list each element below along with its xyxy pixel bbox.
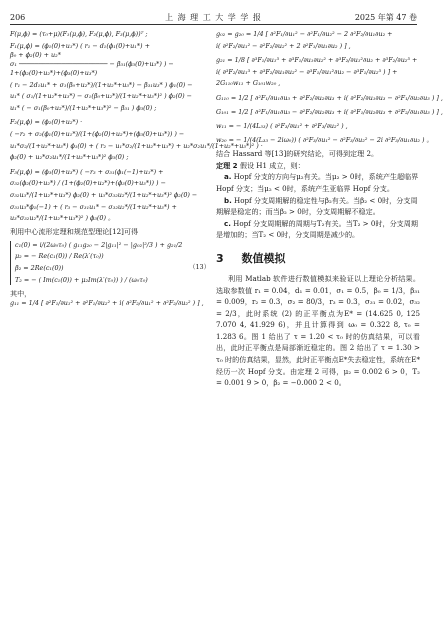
page-number: 206 bbox=[10, 12, 26, 22]
equation-line: 1+(ϕ₂(0)+u₂*)+(ϕ₃(0)+u₃*) bbox=[10, 68, 98, 77]
equation-line: u₃*σ₃₂u₂*/(1+u₂*+u₃*)² ) ϕ₃(0) 。 bbox=[10, 214, 115, 223]
list-item bbox=[216, 171, 420, 194]
item-text: Hopf 分支周期解的稳定性与β₂有关。当β₂ < 0时，分支周期解是稳定的；而当β₂ > 0时，分支周期解不稳定。 bbox=[216, 195, 418, 217]
journal-name: 上 海 理 工 大 学 学 报 bbox=[165, 12, 262, 22]
section-number: 3 bbox=[216, 251, 224, 265]
equation-line: T₂ = − ( Im(c₁(0)) + μ₂Im(λ′(τ₀)) ) / (ω₀τ₀) bbox=[15, 275, 148, 284]
equation-line: σ₃₂(ϕ₂(0)+u₂*) / (1+(ϕ₂(0)+u₂*)+(ϕ₃(0)+u₃*)) ) − bbox=[10, 179, 166, 188]
equation-line: w₂₀ = − 1/(4(L₃₃ − 2iω₀)) ( ∂²F₃/∂u₁² − ∂²F₃/∂u₂² − 2i ∂²F₃/∂u₁∂u₂ ) 。 bbox=[216, 136, 433, 145]
equation-line: F₁(μ,ϕ) = (ϕ₁(0)+u₁*) ( r₁ − d₁(ϕ₁(0)+u₁*) + bbox=[10, 41, 150, 50]
equation-line: σ₃₁u₃*ϕ₁(−1) + ( r₃ − σ₃₁u₁* − σ₃₂u₂*/(1+u₂*+u₃*) + bbox=[10, 202, 177, 211]
theorem-text: 假设 H1 成立，则： bbox=[239, 160, 305, 170]
section-heading bbox=[216, 250, 420, 266]
paragraph: 其中， bbox=[10, 288, 32, 298]
equation-line: w₁₁ = − 1/(4L₃₃) ( ∂²F₃/∂u₁² + ∂²F₃/∂u₂² ) , bbox=[216, 122, 348, 131]
list-item bbox=[216, 195, 420, 218]
equation-line: u₁*σ₂/(1+u₂*+u₃*) ϕ₁(0) + ( r₂ − u₁*σ₂/(1+u₂*+u₃*) + u₂*σ₂u₁*/(1+u₂*+u₃*)² ) · bbox=[10, 141, 263, 150]
equation-line: u₁* ( − σ₁(β₀+u₂*)/(1+u₂*+u₃*)² − β₃₁ ) ϕ₃(0) ; bbox=[10, 104, 157, 113]
equation-line: ( −r₂ + σ₂(ϕ₁(0)+u₁*)/(1+(ϕ₂(0)+u₂*)+(ϕ₃(0)+u₃*)) ) − bbox=[10, 130, 185, 138]
theorem-label: 定理 2 bbox=[216, 160, 238, 170]
issue-info: 2025 年第 47 卷 bbox=[354, 12, 417, 22]
equation-line: i( ∂²F₂/∂u₁² − ∂²F₂/∂u₂² + 2 ∂²F₁/∂u₁∂u₂ ) ] , bbox=[216, 41, 351, 50]
equation-line: F₃(μ,ϕ) = (ϕ₃(0)+u₃*) ( −r₃ + σ₃₁(ϕ₁(−1)+u₁*) + bbox=[10, 167, 164, 176]
equation-line: σ₃₂u₃*/(1+u₂*+u₃*) ϕ₂(0) + u₃*σ₃₂u₂*/(1+u₂*+u₃*)² ϕ₂(0) − bbox=[10, 191, 198, 200]
equation-line: ( r₁ − 2d₁u₁* + σ₁(β₀+u₂*)/(1+u₂*+u₃*) − β₃₁u₃* ) ϕ₁(0) − bbox=[10, 80, 193, 89]
equation-tag: （13） bbox=[189, 262, 210, 271]
equation-line: g₂₁ = 1/8 [ ∂³F₁/∂u₁³ + ∂³F₁/∂u₁∂u₂² + ∂³F₂/∂u₁²∂u₂ + ∂³F₂/∂u₂³ + bbox=[216, 55, 418, 64]
equation-line: β₂ = 2Re(c₁(0)) bbox=[15, 264, 64, 273]
equation-line: u₁* ( σ₁/(1+u₂*+u₃*) − σ₁(β₀+u₂*)/(1+u₂*+u₃*)² ) ϕ₂(0) − bbox=[10, 92, 192, 101]
item-label: a. bbox=[224, 172, 232, 182]
item-label: c. bbox=[224, 218, 231, 228]
item-text: Hopf 分支的方向与μ₂有关。当μ₂ > 0时，系统产生超临界 Hopf 分支；当μ₂ < 0时，系统产生亚临界 Hopf 分支。 bbox=[216, 172, 419, 193]
equation-line: g₁₁ = 1/4 [ ∂²F₁/∂u₁² + ∂²F₁/∂u₂² + i( ∂²F₂/∂u₁² + ∂²F₂/∂u₂² ) ] , bbox=[10, 299, 204, 308]
equation-line: μ₂ = − Re(c₁(0)) / Re(λ′(τ₀)) bbox=[15, 252, 104, 261]
equation-line: c₁(0) = i/(2ω₀τ₀) ( g₁₁g₂₀ − 2|g₁₁|² − |g₀₂|²/3 ) + g₂₁/2 bbox=[15, 240, 183, 249]
item-label: b. bbox=[224, 195, 232, 205]
list-item bbox=[216, 218, 420, 241]
equation-line: F(μ,ϕ) = (τ₀+μ)(F₁(μ,ϕ), F₂(μ,ϕ), F₃(μ,ϕ))ᵀ ; bbox=[10, 30, 148, 38]
equation-line: σ₁ ─────────────────────── − β₃₁(ϕ₃(0)+u₃*) ) − bbox=[10, 59, 174, 68]
equation-line: ϕ₂(0) + u₂*σ₂u₁*/(1+u₂*+u₃*)² ϕ₃(0) ; bbox=[10, 153, 129, 162]
running-header bbox=[10, 10, 417, 25]
paragraph: 利用中心流形定理和规范型理论[12]可得 bbox=[10, 227, 139, 237]
equation-line: β₀ + ϕ₂(0) + u₂* bbox=[10, 50, 61, 59]
right-column bbox=[216, 30, 443, 621]
equation-line: G₁₁₀ = 1/2 [ ∂²F₁/∂u₁∂u₃ + ∂²F₂/∂u₂∂u₃ + i( ∂²F₂/∂u₁∂u₃ − ∂²F₁/∂u₂∂u₃ ) ] , bbox=[216, 93, 443, 102]
section-title: 数值模拟 bbox=[241, 251, 286, 265]
equation-line: g₀₂ = g₂₀ = 1/4 [ ∂²F₁/∂u₁² − ∂²F₁/∂u₂² − 2 ∂²F₂/∂u₁∂u₂ + bbox=[216, 30, 393, 38]
equation-line: F₂(μ,ϕ) = (ϕ₂(0)+u₂*) · bbox=[10, 118, 83, 127]
item-text: Hopf 分支周期解的周期与T₂有关。当T₂ > 0时，分支周期是增加的；当T₂ < 0时，分支周期是减少的。 bbox=[216, 218, 418, 240]
paragraph: 利用 Matlab 软件进行数值模拟来验证以上理论分析结果。选取参数值 r₁ = 0.04，d₁ = 0.01，σ₁ = 0.5，β₀ = 1/3，β₃₁ = 0.009，r₂ = 0.3，σ₂ = 80/3，r₃ = 0.3，σ₃₁ = 0.02，σ₃₂ = 2/3，此时系统 (2) 的正平衡点为E* = (14.625 0, 125 7.070 4, 41.929 6)，并且计算得到 ω₀ = 0.322 8, τ₀ = 1.283 6。图 1 给出了 τ = 1.20 < τ₀ 时的仿真结果，可以看出，此时正平衡点是局部渐近稳定的。图 2 给出了 τ = 1.30 > τ₀ 时的仿真结果，显然，此时正平衡点E*失去稳定性，系统在E*经历一次 Hopf 分支。由定理 2 可得，μ₂ = 0.002 6 > 0，T₂ = 0.001 9 > 0，β₂ = −0.000 2 < 0。 bbox=[216, 273, 420, 388]
equation-line: 2G₁₁₀w₁₁ + G₁₀₁w₂₀ , bbox=[216, 79, 281, 88]
paragraph: 结合 Hassard 等[13]的研究结论，可得到定理 2。 bbox=[216, 149, 379, 159]
equation-line: i( ∂³F₂/∂u₁³ + ∂³F₂/∂u₁∂u₂² − ∂³F₁/∂u₁²∂u₂ − ∂³F₁/∂u₂³ ) ] + bbox=[216, 67, 398, 76]
equation-system bbox=[10, 241, 210, 285]
theorem-statement bbox=[216, 160, 420, 172]
equation-line: G₁₀₁ = 1/2 [ ∂²F₁/∂u₁∂u₃ − ∂²F₂/∂u₂∂u₃ + i( ∂²F₁/∂u₂∂u₃ + ∂²F₂/∂u₁∂u₃ ) ] , bbox=[216, 107, 443, 116]
